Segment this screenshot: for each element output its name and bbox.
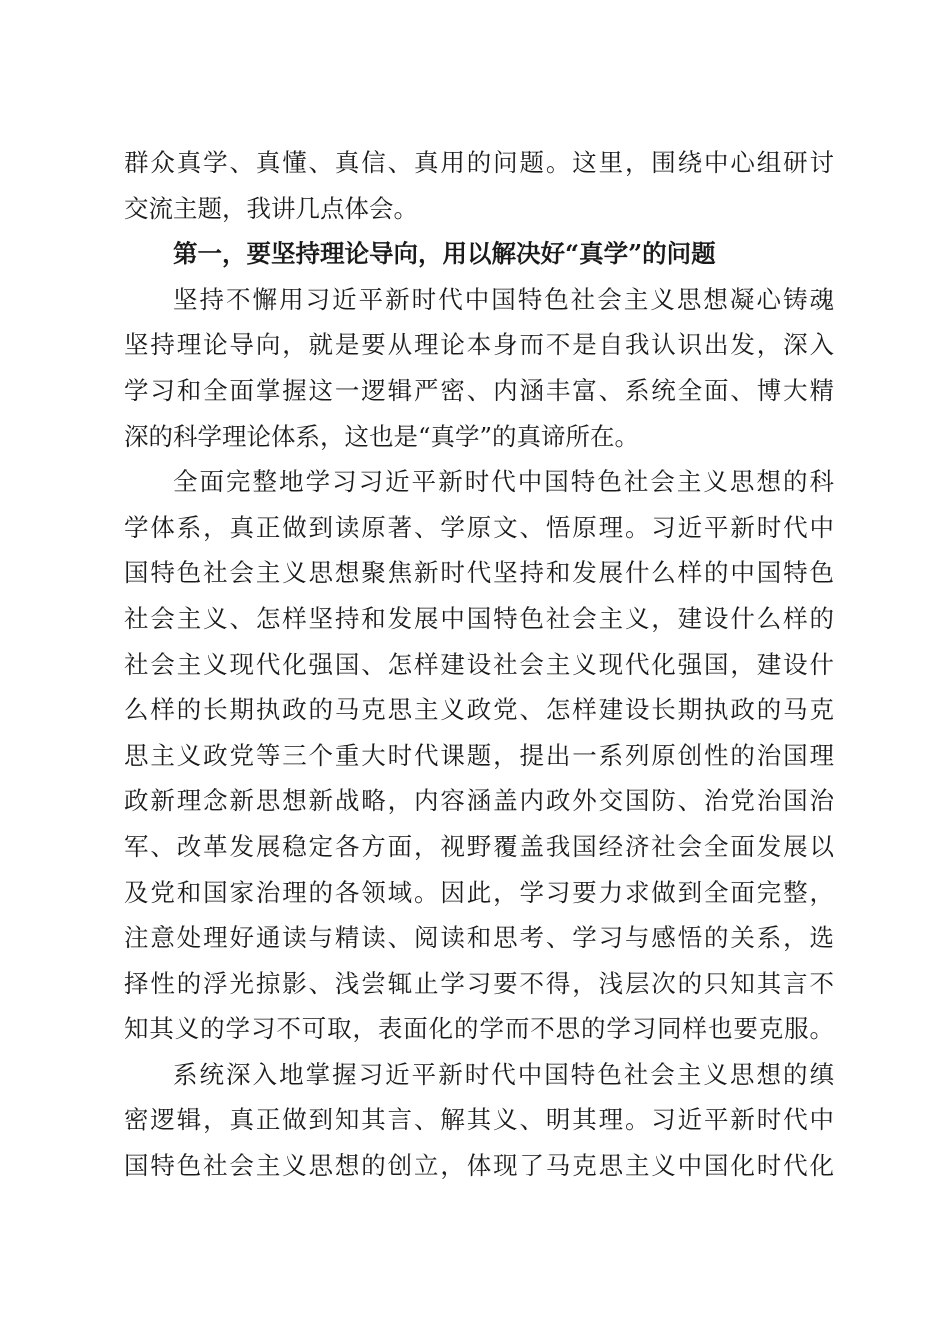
- text-line: 军、改革发展稳定各方面，视野覆盖我国经济社会全面发展以: [124, 831, 834, 861]
- section-heading: 第一，要坚持理论导向，用以解决好“真学”的问题: [173, 239, 716, 269]
- text-line: 思主义政党等三个重大时代课题，提出一系列原创性的治国理: [124, 740, 834, 770]
- text-line: 坚持理论导向，就是要从理论本身而不是自我认识出发，深入: [124, 330, 834, 360]
- text-line: 注意处理好通读与精读、阅读和思考、学习与感悟的关系，选: [124, 923, 834, 953]
- text-line: 知其义的学习不可取，表面化的学而不思的学习同样也要克服。: [124, 1014, 834, 1044]
- text-line: 择性的浮光掠影、浅尝辄止学习要不得，浅层次的只知其言不: [124, 968, 834, 998]
- text-line: 国特色社会主义思想聚焦新时代坚持和发展什么样的中国特色: [124, 558, 834, 588]
- text-line: 政新理念新思想新战略，内容涵盖内政外交国防、治党治国治: [124, 786, 834, 816]
- text-line: 群众真学、真懂、真信、真用的问题。这里，围绕中心组研讨: [124, 148, 834, 177]
- text-line: 社会主义、怎样坚持和发展中国特色社会主义，建设什么样的: [124, 603, 834, 633]
- text-line: 交流主题，我讲几点体会。: [124, 193, 418, 223]
- document-body: [124, 140, 834, 1189]
- text-line: 国特色社会主义思想的创立，体现了马克思主义中国化时代化: [124, 1151, 834, 1181]
- text-line: 学体系，真正做到读原著、学原文、悟原理。习近平新时代中: [124, 512, 834, 542]
- text-line: 学习和全面掌握这一逻辑严密、内涵丰富、系统全面、博大精: [124, 375, 834, 405]
- text-line: 全面完整地学习习近平新时代中国特色社会主义思想的科: [173, 467, 834, 497]
- text-line: 密逻辑，真正做到知其言、解其义、明其理。习近平新时代中: [124, 1105, 834, 1135]
- text-line: 系统深入地掌握习近平新时代中国特色社会主义思想的缜: [173, 1059, 834, 1089]
- text-line: 深的科学理论体系，这也是“真学”的真谛所在。: [124, 421, 640, 451]
- text-line: 社会主义现代化强国、怎样建设社会主义现代化强国，建设什: [124, 649, 834, 679]
- text-line: 么样的长期执政的马克思主义政党、怎样建设长期执政的马克: [124, 695, 834, 725]
- text-line: 坚持不懈用习近平新时代中国特色社会主义思想凝心铸魂: [173, 284, 834, 314]
- text-line: 及党和国家治理的各领域。因此，学习要力求做到全面完整，: [124, 877, 834, 907]
